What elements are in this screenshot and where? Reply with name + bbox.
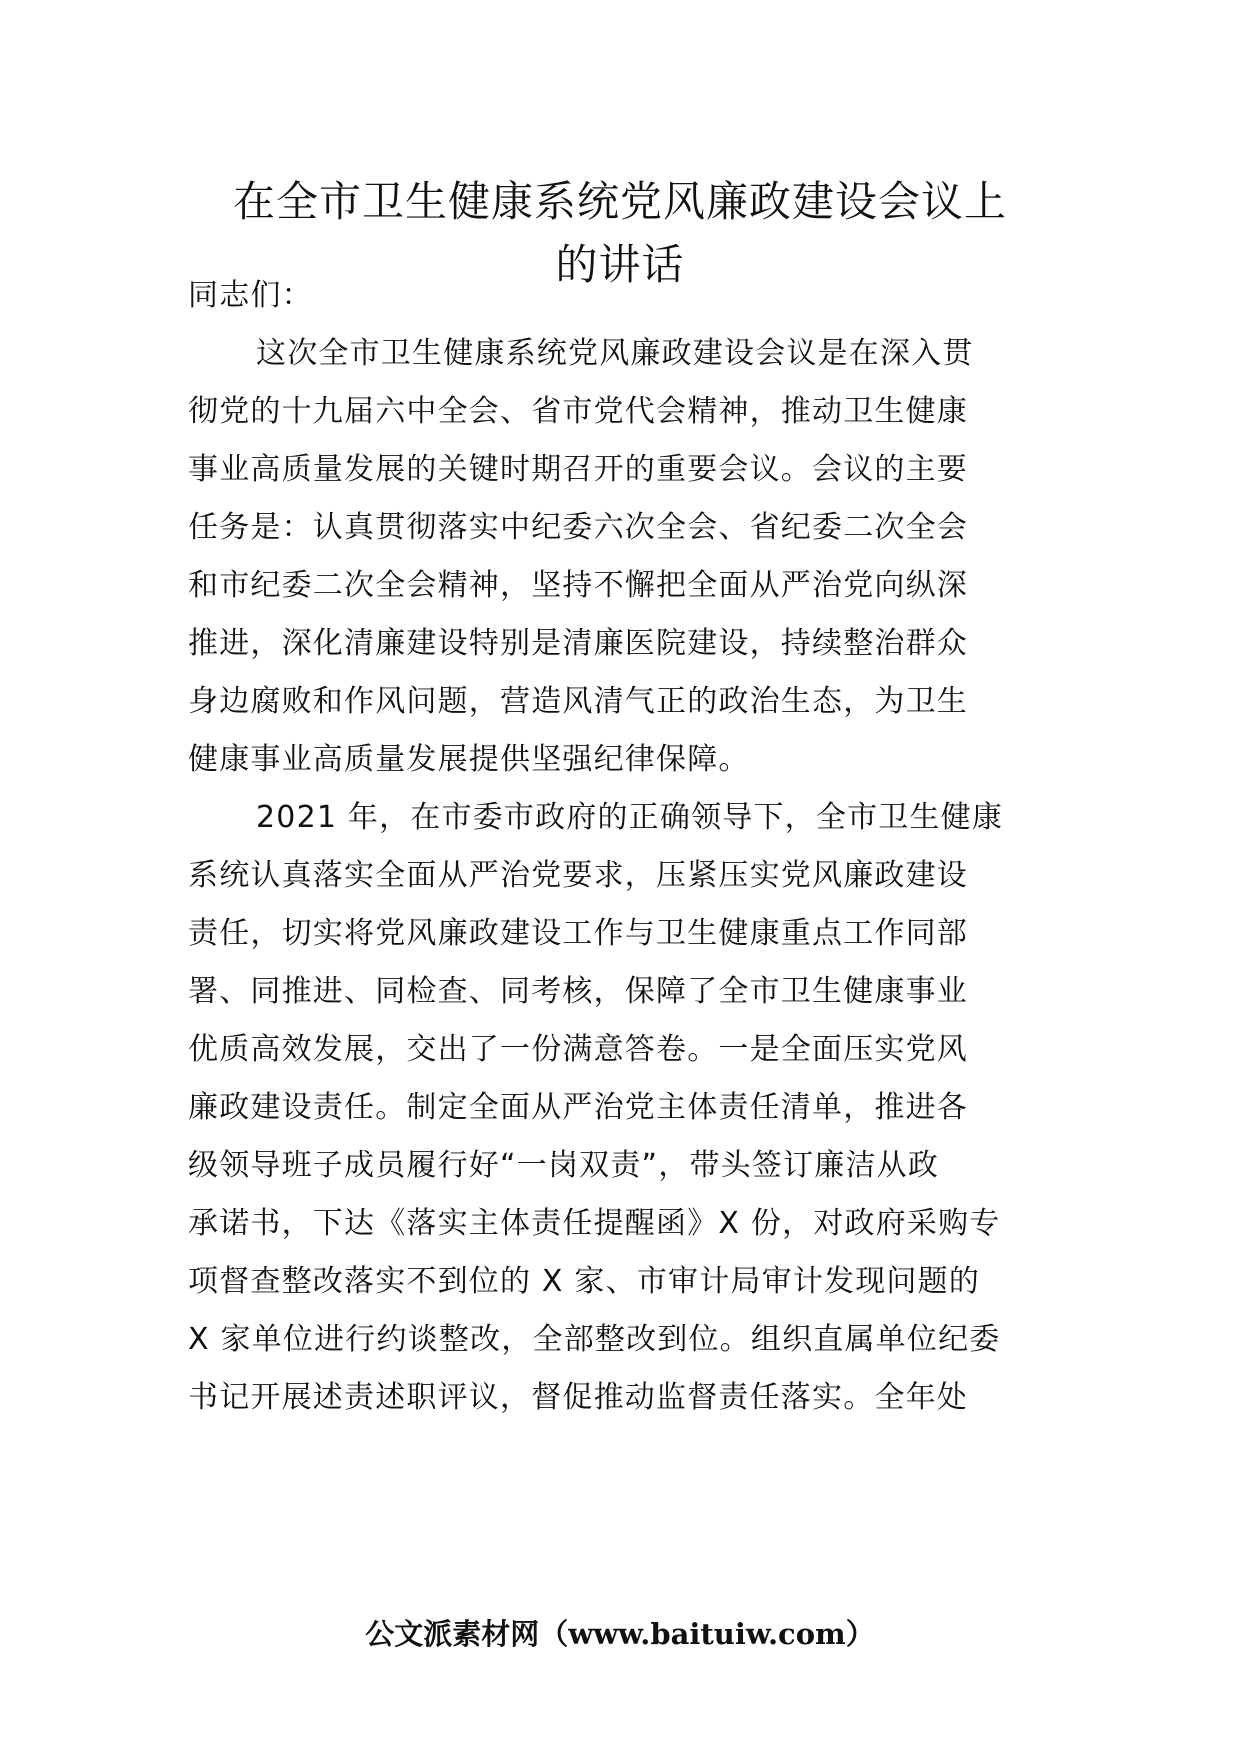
salutation: 同志们：: [188, 278, 313, 313]
paragraph-1-line-2: 彻党的十九届六中全会、省市党代会精神，推动卫生健康: [188, 394, 968, 429]
paragraph-1-line-5: 和市纪委二次全会精神，坚持不懈把全面从严治党向纵深: [188, 568, 968, 603]
paragraph-1-line-7: 身边腐败和作风问题，营造风清气正的政治生态，为卫生: [188, 684, 968, 719]
paragraph-2-line-3: 责任，切实将党风廉政建设工作与卫生健康重点工作同部: [188, 916, 968, 951]
paragraph-1-line-3: 事业高质量发展的关键时期召开的重要会议。会议的主要: [188, 452, 968, 487]
paragraph-1-line-4: 任务是：认真贯彻落实中纪委六次全会、省纪委二次全会: [188, 510, 968, 545]
footer-watermark: 公文派素材网（www.baituiw.com）: [365, 1617, 875, 1651]
paragraph-2-line-1: 2021 年，在市委市政府的正确领导下，全市卫生健康: [256, 800, 1004, 835]
paragraph-2-line-8: 承诺书，下达《落实主体责任提醒函》X 份，对政府采购专: [188, 1206, 1001, 1241]
paragraph-1-line-8: 健康事业高质量发展提供坚强纪律保障。: [188, 742, 750, 777]
paragraph-2-line-10: X 家单位进行约谈整改，全部整改到位。组织直属单位纪委: [188, 1322, 1001, 1357]
document-title-line-2: 的讲话: [555, 240, 685, 289]
paragraph-2-line-6: 廉政建设责任。制定全面从严治党主体责任清单，推进各: [188, 1090, 968, 1125]
paragraph-2-line-11: 书记开展述责述职评议，督促推动监督责任落实。全年处: [188, 1380, 968, 1415]
paragraph-2-line-5: 优质高效发展，交出了一份满意答卷。一是全面压实党风: [188, 1032, 968, 1067]
paragraph-1-line-1: 这次全市卫生健康系统党风廉政建设会议是在深入贯: [256, 336, 974, 371]
paragraph-2-line-4: 署、同推进、同检查、同考核，保障了全市卫生健康事业: [188, 974, 968, 1009]
paragraph-2-line-9: 项督查整改落实不到位的 X 家、市审计局审计发现问题的: [188, 1264, 981, 1299]
paragraph-1-line-6: 推进，深化清廉建设特别是清廉医院建设，持续整治群众: [188, 626, 968, 661]
document-title-line-1: 在全市卫生健康系统党风廉政建设会议上: [232, 177, 1007, 226]
paragraph-2-line-2: 系统认真落实全面从严治党要求，压紧压实党风廉政建设: [188, 858, 968, 893]
paragraph-2-line-7: 级领导班子成员履行好“一岗双责”，带头签订廉洁从政: [188, 1148, 940, 1183]
